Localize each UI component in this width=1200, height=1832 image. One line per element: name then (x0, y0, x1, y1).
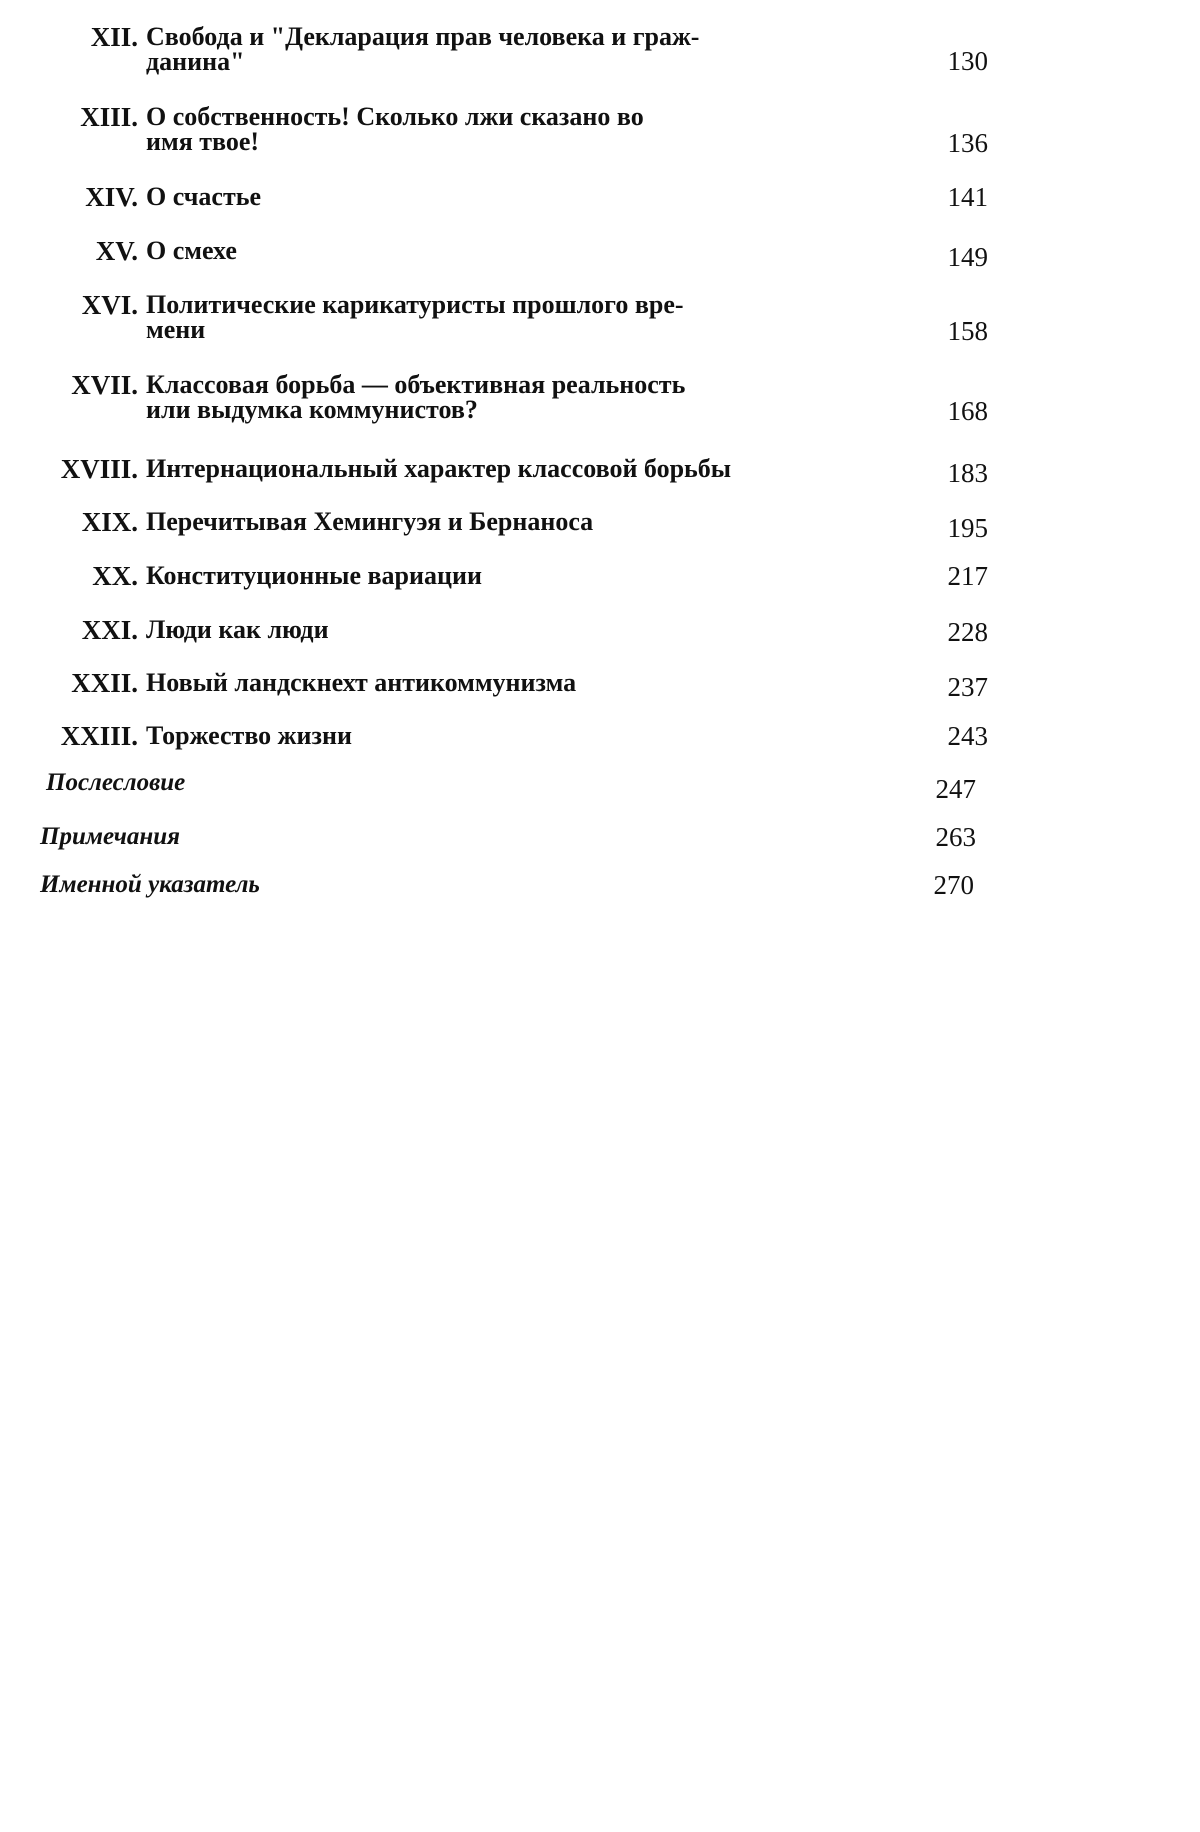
chapter-title: Новый ландскнехт антикоммунизма (146, 668, 577, 697)
chapter-title: О счастье (146, 182, 262, 211)
back-matter-title: Именной указатель (40, 871, 260, 898)
chapter-title (146, 372, 858, 422)
page-number: 195 (947, 513, 988, 543)
page-number: 228 (947, 617, 988, 647)
chapter-title (146, 104, 858, 154)
page-number: 247 (935, 774, 976, 804)
page-number: 149 (947, 242, 988, 272)
chapter-numeral: XIII. (80, 102, 138, 132)
page-number: 270 (933, 870, 974, 900)
back-matter-title: Примечания (40, 823, 181, 850)
chapter-numeral: XVII. (71, 370, 138, 400)
toc-entry-xiv[interactable] (0, 184, 1024, 244)
chapter-numeral: XVI. (81, 290, 138, 320)
chapter-title-line: Классовая борьба — объективная реальность (146, 370, 686, 399)
chapter-title-line: Свобода и "Декларация прав человека и граж- (146, 22, 700, 51)
chapter-numeral: XXII. (71, 668, 138, 698)
chapter-title (146, 292, 858, 342)
page-number: 237 (947, 672, 988, 702)
chapter-numeral: XXI. (81, 615, 138, 645)
page-number: 168 (947, 396, 988, 426)
chapter-title-line: или выдумка коммунистов? (146, 395, 478, 424)
toc-entry-name-index[interactable] (0, 872, 1024, 932)
toc-entry-xv[interactable] (0, 238, 1024, 298)
chapter-numeral: XX. (92, 561, 138, 591)
page-number: 217 (947, 561, 988, 591)
chapter-title-line: данина" (146, 47, 245, 76)
toc-entry-afterword[interactable] (0, 770, 1024, 830)
chapter-title-line: имя твое! (146, 127, 260, 156)
chapter-title: Перечитывая Хемингуэя и Бернаноса (146, 507, 594, 536)
back-matter-title: Послесловие (46, 769, 186, 796)
chapter-title (146, 24, 858, 74)
chapter-title: Люди как люди (146, 615, 329, 644)
page-number: 136 (947, 128, 988, 158)
page-number: 263 (935, 822, 976, 852)
toc-entry-xix[interactable] (0, 509, 1024, 569)
chapter-numeral: XIV. (85, 182, 138, 212)
chapter-numeral: XVIII. (60, 454, 138, 484)
page-number: 243 (947, 721, 988, 751)
toc-entry-xii[interactable] (0, 24, 1024, 84)
page-number: 158 (947, 316, 988, 346)
chapter-title: Торжество жизни (146, 721, 352, 750)
toc-entry-xx[interactable] (0, 563, 1024, 623)
chapter-numeral: XIX. (81, 507, 138, 537)
chapter-title-line: О собственность! Сколько лжи сказано во (146, 102, 644, 131)
chapter-title-line: Политические карикатуристы прошлого вре- (146, 290, 684, 319)
chapter-numeral: XXIII. (60, 721, 138, 751)
chapter-numeral: XII. (90, 22, 138, 52)
page-number: 183 (947, 458, 988, 488)
chapter-title-line: мени (146, 315, 206, 344)
page-number: 130 (947, 46, 988, 76)
chapter-title: Интернациональный характер классовой борьбы (146, 454, 732, 483)
toc-entry-xiii[interactable] (0, 104, 1024, 164)
toc-entry-xvii[interactable] (0, 372, 1024, 432)
page-number: 141 (947, 182, 988, 212)
chapter-numeral: XV. (95, 236, 138, 266)
chapter-title: О смехе (146, 236, 237, 265)
chapter-title: Конституционные вариации (146, 561, 482, 590)
toc-entry-xvi[interactable] (0, 292, 1024, 352)
